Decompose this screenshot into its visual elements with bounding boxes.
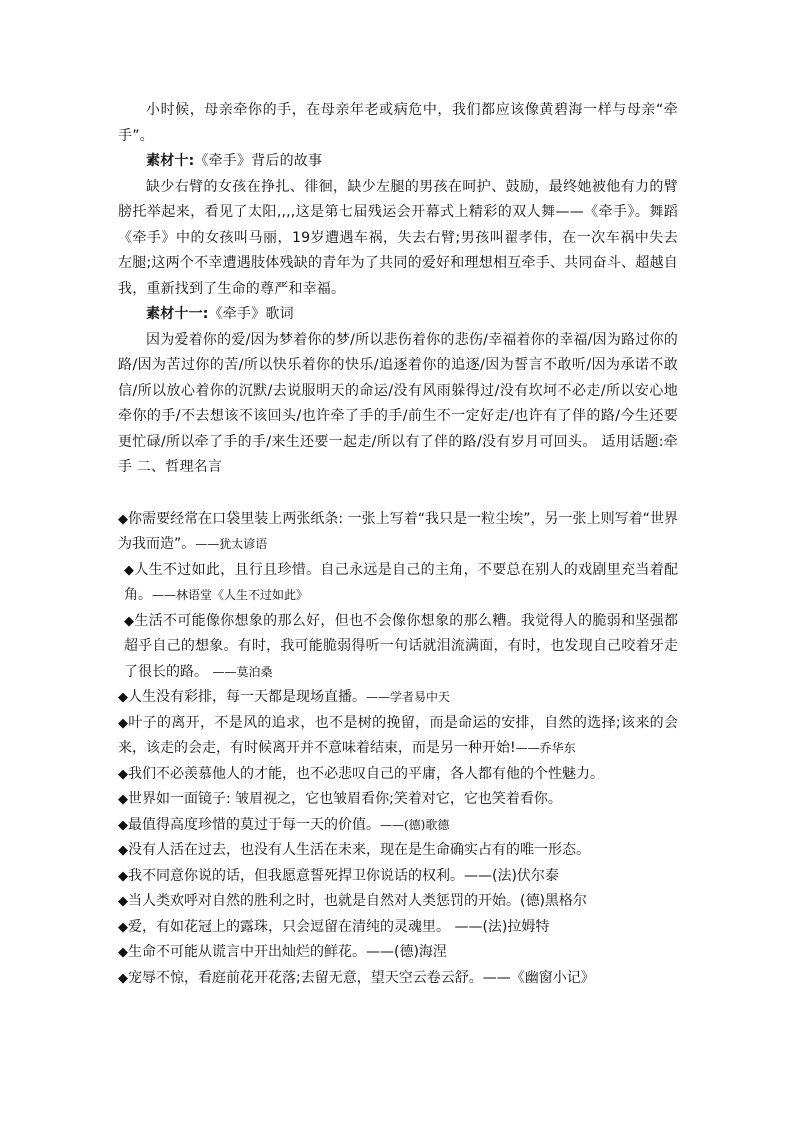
- quote-item: [118, 762, 678, 788]
- material-10: [118, 149, 678, 302]
- material-11-heading: [118, 302, 678, 328]
- material-10-heading: [118, 149, 678, 175]
- material-11: [118, 302, 678, 481]
- quote-text: 没有人活在过去，也没有人生活在未来，现在是生命确实占有的唯一形态。: [128, 842, 590, 858]
- quote-text: 当人类欢呼对自然的胜利之时，也就是自然对人类惩罚的开始。(德)黑格尔: [128, 893, 587, 909]
- diamond-bullet-icon: ◆: [118, 945, 128, 960]
- quote-text: 我不同意你说的话，但我愿意誓死捍卫你说话的权利。——(法)伏尔泰: [128, 867, 559, 884]
- quote-text: 爱，有如花冠上的露珠，只会逗留在清纯的灵魂里。 ——(法)拉姆特: [128, 918, 550, 935]
- quote-item: [118, 813, 678, 839]
- intro-text: 小时候，母亲牵你的手，在母亲年老或病危中，我们都应该像黄碧海一样与母亲“牵手”。: [118, 102, 678, 144]
- diamond-bullet-icon: ◆: [118, 766, 128, 782]
- material-10-title: 《牵手》背后的故事: [194, 153, 323, 169]
- diamond-bullet-icon: ◆: [118, 690, 128, 705]
- material-11-label: 素材十一:: [146, 306, 209, 322]
- diamond-bullet-icon: ◆: [124, 613, 135, 629]
- document-page: [118, 98, 678, 991]
- quote-text: 人生不过如此，且行且珍惜。自己永远是自己的主角，不要总在别人的戏剧里充当着配角。: [124, 561, 679, 603]
- quote-item: [118, 864, 678, 890]
- diamond-bullet-icon: ◆: [118, 894, 128, 909]
- quote-text: 生活不可能像你想象的那么好，但也不会像你想象的那么糟。我觉得人的脆弱和坚强都超乎自己的想象。有时，我可能脆弱得听一句话就泪流满面，有时，也发现自己咬着牙走了很长的路。: [124, 612, 679, 680]
- diamond-bullet-icon: ◆: [118, 817, 128, 833]
- diamond-bullet-icon: ◆: [118, 868, 128, 884]
- quote-text: 生命不可能从谎言中开出灿烂的鲜花。——(德)海涅: [128, 944, 447, 960]
- quote-source: ——学者易中天: [366, 690, 451, 704]
- diamond-bullet-icon: ◆: [118, 970, 128, 986]
- quote-item: [118, 889, 678, 915]
- quote-item: [118, 711, 678, 762]
- diamond-bullet-icon: ◆: [118, 715, 129, 731]
- quote-source: ——(德)歌德: [380, 817, 450, 832]
- quote-text: 世界如一面镜子: 皱眉视之，它也皱眉看你;笑着对它，它也笑着看你。: [128, 791, 562, 807]
- material-10-label: 素材十:: [146, 153, 195, 169]
- quote-text: 最值得高度珍惜的莫过于每一天的价值。: [128, 816, 380, 833]
- diamond-bullet-icon: ◆: [124, 562, 135, 578]
- quote-text: 宠辱不惊，看庭前花开花落;去留无意，望天空云卷云舒。——《幽窗小记》: [128, 969, 595, 986]
- material-11-body: 因为爱着你的爱/因为梦着你的梦/所以悲伤着你的悲伤/幸福着你的幸福/因为路过你的路/因为苦过你的苦/所以快乐着你的快乐/追逐着你的追逐/因为誓言不敢听/因为承诺不敢信/所以放心着你的沉默/去说服明天的命运/没有风雨躲得过/没有坎坷不必走/所以安心地牵你的手/不去想该不该回头/也许牵了手的手/前生不一定好走/也许有了伴的路/今生还要更忙碌/所以牵了手的手/来生还要一起走/所以有了伴的路/没有岁月可回头。 适用话题:牵手 二、哲理名言: [118, 331, 678, 475]
- quote-item: [118, 507, 678, 558]
- material-10-body: 缺少右臂的女孩在挣扎、徘徊，缺少左腿的男孩在呵护、鼓励，最终她被他有力的臂膀托举起来，看见了太阳,,,,这是第七届残运会开幕式上精彩的双人舞——《牵手》。舞蹈《牵手》中的女孩叫马丽，19岁遭遇车祸，失去右臂;男孩叫翟孝伟，在一次车祸中失去左腿;这两个不幸遭遇肢体残缺的青年为了共同的爱好和理想相互牵手、共同奋斗、超越自我，重新找到了生命的尊严和幸福。: [118, 178, 678, 297]
- quote-source: ——犹太谚语: [195, 537, 268, 551]
- quote-text: 人生没有彩排，每一天都是现场直播。: [128, 689, 366, 705]
- quote-item: [118, 787, 678, 813]
- quotes-list: [118, 507, 678, 992]
- diamond-bullet-icon: ◆: [118, 511, 129, 527]
- diamond-bullet-icon: ◆: [118, 919, 128, 935]
- diamond-bullet-icon: ◆: [118, 843, 128, 858]
- quote-text: 我们不必羡慕他人的才能，也不必悲叹自己的平庸，各人都有他的个性魅力。: [128, 765, 604, 782]
- quote-item: [118, 966, 678, 992]
- diamond-bullet-icon: ◆: [118, 792, 128, 807]
- quote-item: [118, 609, 678, 686]
- quote-source: ——乔华东: [515, 741, 576, 755]
- quote-text: 叶子的离开，不是风的追求，也不是树的挽留，而是命运的安排，自然的选择;该来的会来，该走的会走，有时候离开并不意味着结束，而是另一种开始!: [118, 714, 678, 756]
- quote-item: [118, 940, 678, 966]
- quote-source: ——莫泊桑: [212, 664, 273, 679]
- quote-item: [118, 915, 678, 941]
- quote-item: [118, 838, 678, 864]
- quote-source: ——林语堂《人生不过如此》: [152, 588, 309, 602]
- quote-text: 你需要经常在口袋里装上两张纸条: 一张上写着“我只是一粒尘埃”，另一张上则写着“世界为我而造”。: [118, 510, 678, 552]
- intro-paragraph: [118, 98, 678, 149]
- material-11-title: 《牵手》歌词: [208, 306, 294, 322]
- spacer: [118, 481, 678, 507]
- quote-item: [118, 558, 678, 609]
- quote-item: [118, 685, 678, 711]
